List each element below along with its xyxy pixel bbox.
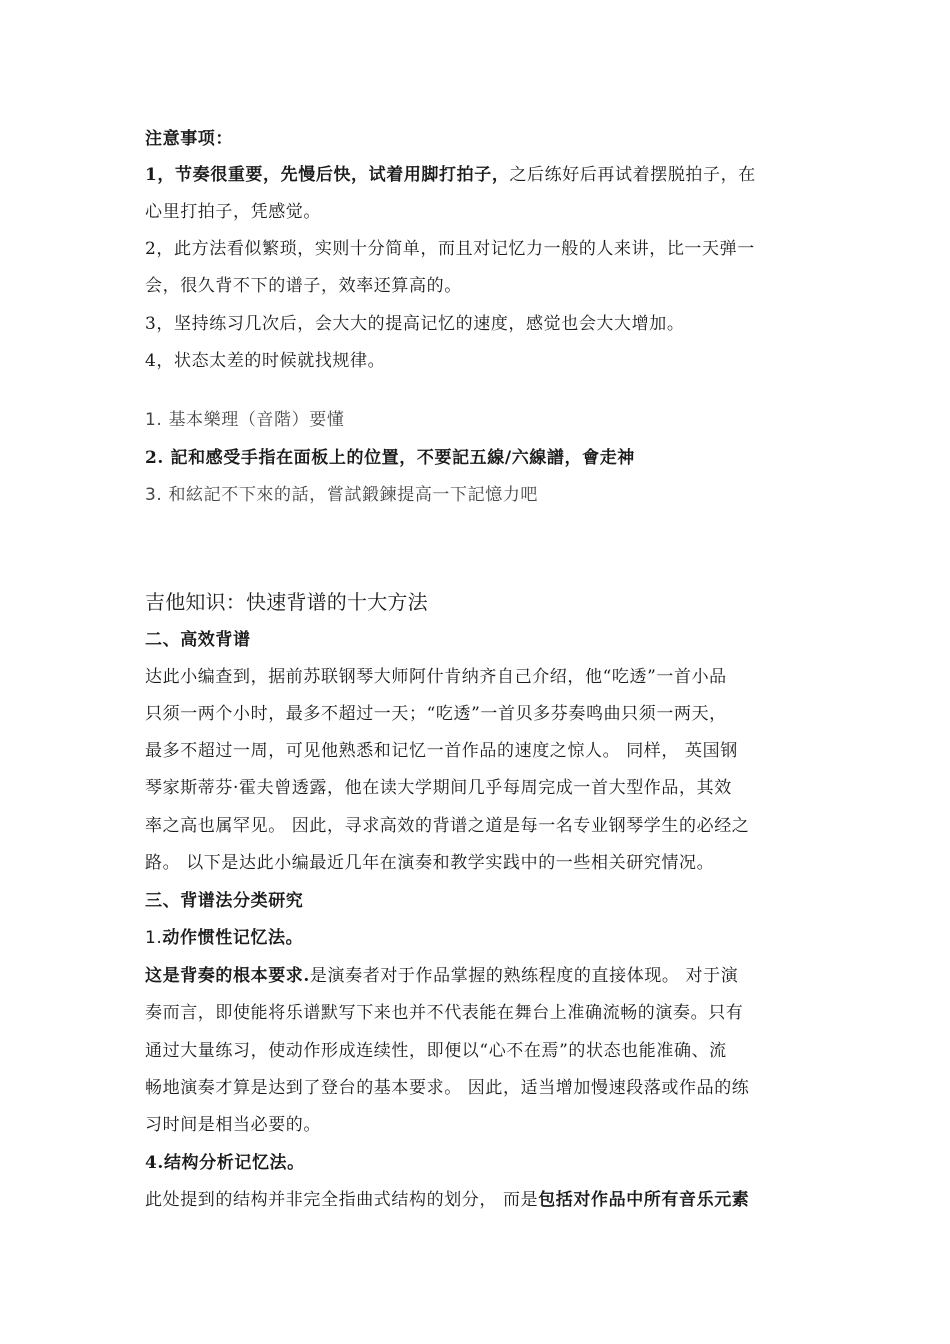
notes-item-2-line-2: 会，很久背不下的谱子，效率还算高的。 <box>145 276 462 296</box>
paragraph-1-line-2: 只须一两个小时，最多不超过一天；“吃透”一首贝多芬奏鸣曲只须一两天， <box>145 704 727 724</box>
method-1-heading <box>145 926 303 950</box>
method-1-line-1-rest: 是演奏者对于作品掌握的熟练程度的直接体现。 对于演 <box>309 966 739 986</box>
method-1-line-5: 习时间是相当必要的。 <box>145 1115 321 1135</box>
paragraph-1-line-4: 琴家斯蒂芬·霍夫曾透露，他在读大学期间几乎每周完成一首大型作品，其效 <box>145 778 732 798</box>
method-1-bold-lead: 这是背奏的根本要求. <box>145 966 310 986</box>
section-2-heading: 二、高效背谱 <box>145 630 251 650</box>
tips-item-2 <box>145 446 635 470</box>
paragraph-1-line-5: 率之高也属罕见。 因此，寻求高效的背谱之道是每一名专业钢琴学生的必经之 <box>145 816 750 836</box>
notes-item-1-line-2: 心里打拍子，凭感觉。 <box>145 202 321 222</box>
method-4-line-1 <box>145 1188 749 1212</box>
paragraph-1-line-6: 路。 以下是达此小编最近几年在演奏和教学实践中的一些相关研究情况。 <box>145 853 715 873</box>
tips-item-1-text: 基本樂理（音階）要懂 <box>168 410 345 430</box>
notes-item-3: 3，坚持练习几次后，会大大的提高记忆的速度，感觉也会大大增加。 <box>145 314 685 334</box>
paragraph-1-line-1: 达此小编查到，据前苏联钢琴大师阿什肯纳齐自己介绍，他“吃透”一首小品 <box>145 667 727 687</box>
tips-item-1 <box>145 408 344 432</box>
method-4-line-1-normal: 此处提到的结构并非完全指曲式结构的划分， 而是 <box>145 1190 539 1210</box>
notes-item-2-line-1: 2，此方法看似繁琐，实则十分简单，而且对记忆力一般的人来讲，比一天弹一 <box>145 239 755 259</box>
tips-item-2-number: 2. <box>145 448 164 468</box>
method-1-number: 1. <box>145 928 163 948</box>
tips-item-1-number: 1. <box>145 410 163 430</box>
tips-item-2-text: 記和感受手指在面板上的位置，不要記五線/六線譜，會走神 <box>170 448 635 468</box>
section-3-heading: 三、背谱法分类研究 <box>145 891 304 911</box>
tips-item-3 <box>145 483 538 507</box>
tips-item-3-text: 和絃記不下來的話，嘗試鍛鍊提高一下記憶力吧 <box>168 485 539 505</box>
method-1-line-1 <box>145 964 738 988</box>
method-1-line-3: 通过大量练习，使动作形成连续性，即便以“心不在焉”的状态也能准确、流 <box>145 1041 727 1061</box>
tips-item-3-number: 3. <box>145 485 163 505</box>
method-4-line-1-bold: 包括对作品中所有音乐元素 <box>538 1190 750 1210</box>
method-4-heading: 4.结构分析记忆法。 <box>145 1153 305 1173</box>
notes-item-1 <box>145 163 756 187</box>
method-1-line-4: 畅地演奏才算是达到了登台的基本要求。 因此，适当增加慢速段落或作品的练 <box>145 1078 750 1098</box>
notes-item-1-bold: 1，节奏很重要，先慢后快，试着用脚打拍子， <box>145 165 510 185</box>
paragraph-1-line-3: 最多不超过一周，可见他熟悉和记忆一首作品的速度之惊人。 同样， 英国钢 <box>145 741 738 761</box>
article-title: 吉他知识：快速背谱的十大方法 <box>145 590 428 614</box>
notes-item-1-rest: 之后练好后再试着摆脱拍子，在 <box>509 165 756 185</box>
method-1-line-2: 奏而言，即使能将乐谱默写下来也并不代表能在舞台上准确流畅的演奏。只有 <box>145 1003 744 1023</box>
notes-heading: 注意事项： <box>145 129 233 149</box>
method-1-title: 动作惯性记忆法。 <box>162 928 304 948</box>
notes-item-4: 4，状态太差的时候就找规律。 <box>145 351 386 371</box>
